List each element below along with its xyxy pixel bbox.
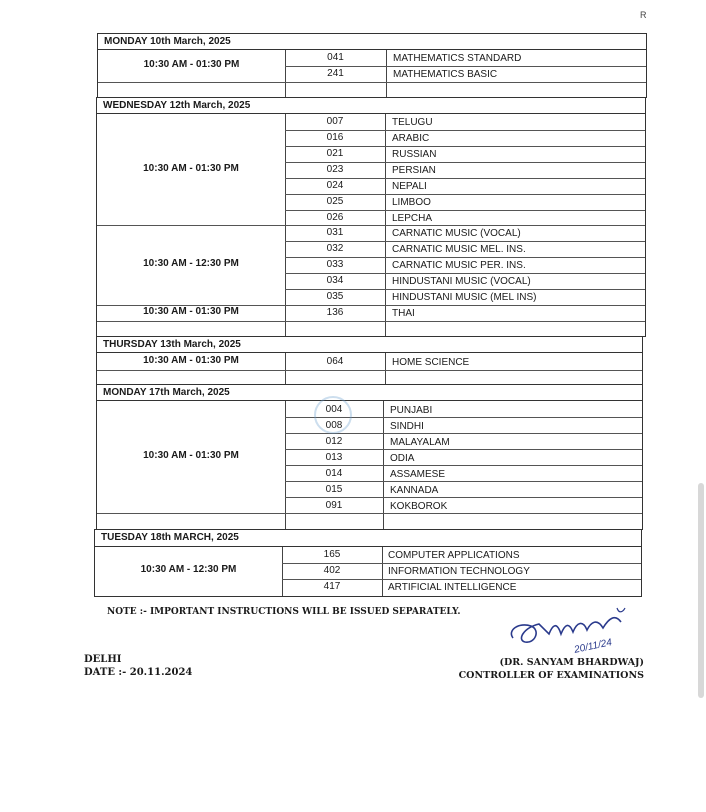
subject-name: PERSIAN	[392, 165, 436, 176]
subject-name: ARTIFICIAL INTELLIGENCE	[388, 582, 517, 593]
signatory-designation: CONTROLLER OF EXAMINATIONS	[458, 670, 644, 681]
schedule-day-block	[96, 336, 643, 385]
subject-name: MATHEMATICS STANDARD	[393, 53, 522, 64]
subject-code: 024	[326, 180, 344, 191]
subject-name: HOME SCIENCE	[392, 357, 470, 368]
time-slot: 10:30 AM - 12:30 PM	[143, 258, 239, 269]
subject-code: 034	[326, 275, 344, 286]
subject-code: 008	[325, 420, 343, 431]
time-slot: 10:30 AM - 01:30 PM	[143, 450, 239, 461]
subject-code: 021	[326, 148, 344, 159]
day-heading: THURSDAY 13th March, 2025	[97, 337, 642, 353]
subject-code: 041	[327, 52, 344, 63]
page-mark: R	[640, 10, 647, 20]
issue-date: DATE :- 20.11.2024	[84, 667, 193, 678]
watermark-seal	[314, 396, 352, 434]
schedule-day-block	[94, 529, 642, 597]
subject-code: 136	[326, 307, 344, 318]
subject-name: NEPALI	[392, 181, 427, 192]
subject-name: TELUGU	[392, 117, 433, 128]
subject-code: 035	[326, 291, 344, 302]
subject-code: 026	[326, 212, 344, 223]
day-heading: WEDNESDAY 12th March, 2025	[97, 98, 645, 114]
signature-date: 20/11/24	[573, 637, 613, 656]
subject-code: 241	[327, 68, 344, 79]
schedule-day-block	[97, 33, 647, 98]
subject-name: HINDUSTANI MUSIC (MEL INS)	[392, 292, 537, 303]
time-slot: 10:30 AM - 01:30 PM	[143, 59, 240, 70]
subject-code: 016	[326, 132, 344, 143]
subject-code: 064	[326, 356, 344, 367]
day-heading: MONDAY 17th March, 2025	[97, 385, 642, 401]
subject-code: 091	[325, 500, 343, 511]
subject-name: MATHEMATICS BASIC	[393, 69, 498, 80]
subject-name: LIMBOO	[392, 197, 431, 208]
subject-name: KANNADA	[390, 485, 439, 496]
schedule-day-block	[96, 384, 643, 530]
day-heading: MONDAY 10th March, 2025	[98, 34, 646, 50]
subject-code: 033	[326, 259, 344, 270]
subject-name: CARNATIC MUSIC MEL. INS.	[392, 244, 526, 255]
time-slot: 10:30 AM - 01:30 PM	[143, 355, 239, 366]
subject-code: 402	[323, 565, 341, 576]
subject-name: CARNATIC MUSIC PER. INS.	[392, 260, 526, 271]
subject-name: ODIA	[390, 453, 415, 464]
subject-name: RUSSIAN	[392, 149, 437, 160]
note-text: NOTE :- IMPORTANT INSTRUCTIONS WILL BE ISSUED SEPARATELY.	[107, 607, 461, 617]
time-slot: 10:30 AM - 12:30 PM	[140, 564, 237, 575]
day-heading: TUESDAY 18th MARCH, 2025	[95, 530, 641, 547]
signature-image	[505, 604, 635, 652]
subject-code: 015	[325, 484, 343, 495]
subject-code: 025	[326, 196, 344, 207]
subject-name: ASSAMESE	[390, 469, 446, 480]
scrollbar[interactable]	[698, 483, 704, 698]
schedule-day-block	[96, 97, 646, 337]
subject-name: THAI	[392, 308, 415, 319]
time-slot: 10:30 AM - 01:30 PM	[143, 163, 239, 174]
subject-name: INFORMATION TECHNOLOGY	[388, 566, 530, 577]
subject-name: LEPCHA	[392, 213, 433, 224]
subject-code: 012	[325, 436, 343, 447]
subject-name: SINDHI	[390, 421, 424, 432]
subject-code: 023	[326, 164, 344, 175]
subject-code: 165	[323, 549, 341, 560]
subject-name: HINDUSTANI MUSIC (VOCAL)	[392, 276, 531, 287]
subject-name: ARABIC	[392, 133, 430, 144]
subject-code: 014	[325, 468, 343, 479]
subject-code: 032	[326, 243, 344, 254]
subject-name: CARNATIC MUSIC (VOCAL)	[392, 228, 521, 239]
subject-code: 031	[326, 227, 344, 238]
subject-code: 417	[323, 581, 341, 592]
subject-code: 004	[325, 404, 343, 415]
subject-name: MALAYALAM	[390, 437, 450, 448]
time-slot: 10:30 AM - 01:30 PM	[143, 306, 239, 317]
subject-code: 007	[326, 116, 344, 127]
signatory-name: (DR. SANYAM BHARDWAJ)	[499, 657, 644, 668]
place-text: DELHI	[84, 654, 122, 665]
subject-name: COMPUTER APPLICATIONS	[388, 550, 520, 561]
subject-name: KOKBOROK	[390, 501, 448, 512]
subject-code: 013	[325, 452, 343, 463]
subject-name: PUNJABI	[390, 405, 433, 416]
